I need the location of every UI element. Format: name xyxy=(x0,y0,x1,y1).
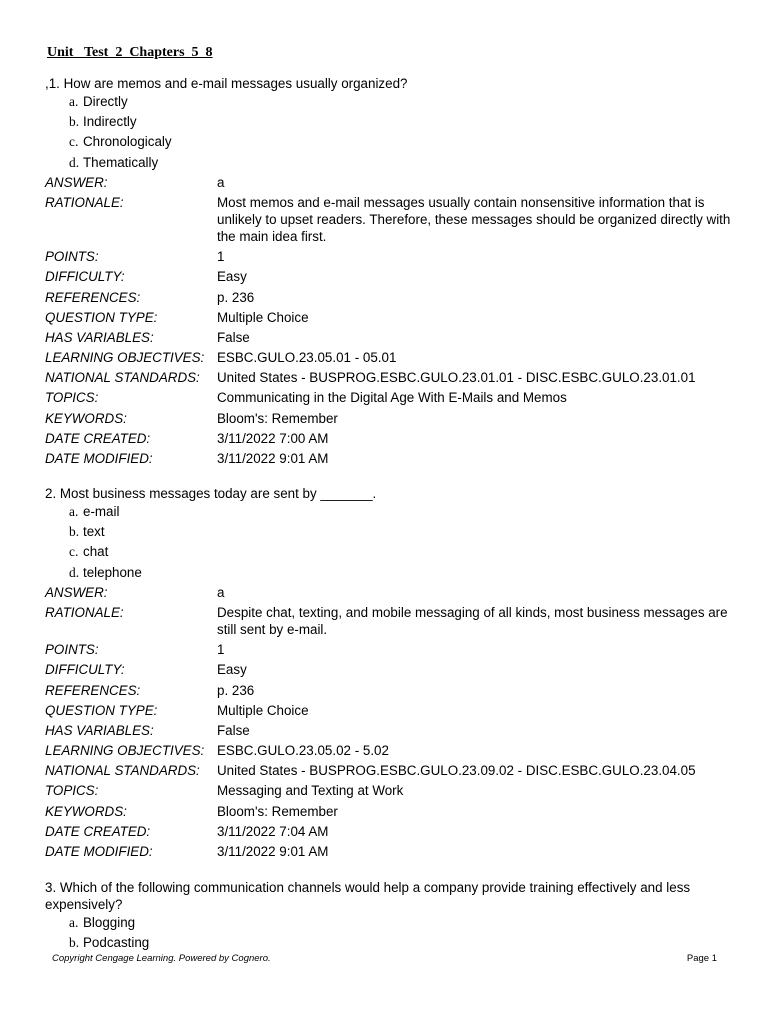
meta-row xyxy=(45,661,735,678)
meta-row xyxy=(45,742,735,759)
meta-label: DIFFICULTY: xyxy=(45,662,125,678)
document-title: Unit _Test_2_Chapters_5_8 xyxy=(47,45,213,60)
choice-letter: d. xyxy=(69,154,80,170)
meta-row xyxy=(45,349,735,366)
meta-value: Bloom's: Remember xyxy=(217,410,338,426)
meta-label: DATE MODIFIED: xyxy=(45,844,153,859)
choice-letter: c. xyxy=(69,544,79,560)
meta-row xyxy=(45,641,735,658)
question-text: 3. Which of the following communication channels would help a company provide training effectively and less expensively? xyxy=(45,880,691,912)
meta-row xyxy=(45,389,735,406)
meta-label: ANSWER: xyxy=(45,584,108,600)
question-3 xyxy=(45,879,735,954)
meta-value: Multiple Choice xyxy=(217,309,309,325)
meta-label: POINTS: xyxy=(45,249,99,265)
choice-item xyxy=(45,543,735,563)
choice-list xyxy=(45,93,735,174)
meta-label: DATE MODIFIED: xyxy=(45,451,153,466)
meta-label: REFERENCES: xyxy=(45,682,141,698)
meta-row xyxy=(45,682,735,699)
meta-label: TOPICS: xyxy=(45,783,99,799)
meta-row xyxy=(45,782,735,799)
meta-row xyxy=(45,584,735,601)
meta-row xyxy=(45,803,735,820)
meta-row xyxy=(45,702,735,719)
meta-label: RATIONALE: xyxy=(45,604,124,620)
meta-row xyxy=(45,843,735,860)
meta-label: DATE CREATED: xyxy=(45,430,151,446)
choice-item xyxy=(45,154,735,174)
meta-row xyxy=(45,369,735,386)
choice-letter: d. xyxy=(69,564,80,580)
question-metadata xyxy=(45,584,735,860)
choice-label: text xyxy=(83,524,105,540)
choice-label: Blogging xyxy=(83,915,136,930)
meta-value: 3/11/2022 7:04 AM xyxy=(217,823,329,839)
choice-letter: a. xyxy=(69,94,79,109)
meta-label: HAS VARIABLES: xyxy=(45,329,154,345)
meta-label: KEYWORDS: xyxy=(45,410,127,426)
question-metadata xyxy=(45,174,735,467)
meta-value: 1 xyxy=(217,249,225,265)
choice-label: Thematically xyxy=(83,154,159,170)
choice-letter: b. xyxy=(69,935,80,951)
meta-label: ANSWER: xyxy=(45,174,108,190)
meta-value: United States - BUSPROG.ESBC.GULO.23.09.02 - DISC.ESBC.GULO.23.04.05 xyxy=(217,763,696,779)
meta-value: 3/11/2022 7:00 AM xyxy=(217,430,329,446)
meta-value: Multiple Choice xyxy=(217,702,309,718)
meta-value: Bloom's: Remember xyxy=(217,803,338,819)
meta-value: Easy xyxy=(217,269,247,285)
meta-value: False xyxy=(217,722,250,738)
meta-value: a xyxy=(217,584,225,600)
choice-item xyxy=(45,914,735,934)
meta-value: p. 236 xyxy=(217,289,255,305)
choice-item xyxy=(45,564,735,584)
meta-value: Despite chat, texting, and mobile messaging of all kinds, most business messages are still sent by e-mail. xyxy=(217,604,728,637)
meta-value: United States - BUSPROG.ESBC.GULO.23.01.01 - DISC.ESBC.GULO.23.01.01 xyxy=(217,370,696,386)
meta-label: LEARNING OBJECTIVES: xyxy=(45,743,205,759)
choice-letter: a. xyxy=(69,915,79,930)
meta-value: 3/11/2022 9:01 AM xyxy=(217,844,329,859)
meta-row xyxy=(45,722,735,739)
choice-item xyxy=(45,113,735,133)
choice-item xyxy=(45,934,735,954)
meta-row xyxy=(45,329,735,346)
meta-row xyxy=(45,194,735,245)
meta-row xyxy=(45,430,735,447)
footer-page-number: Page 1 xyxy=(686,953,717,964)
meta-row xyxy=(45,309,735,326)
question-text: 2. Most business messages today are sent by _______. xyxy=(45,486,377,501)
meta-label: DIFFICULTY: xyxy=(45,269,125,285)
meta-label: RATIONALE: xyxy=(45,194,124,210)
meta-value: Messaging and Texting at Work xyxy=(217,783,404,799)
question-1 xyxy=(45,75,735,467)
meta-label: NATIONAL STANDARDS: xyxy=(45,370,200,386)
meta-value: Easy xyxy=(217,662,247,678)
meta-row xyxy=(45,174,735,191)
meta-value: a xyxy=(217,174,225,190)
meta-row xyxy=(45,248,735,265)
meta-row xyxy=(45,823,735,840)
meta-label: KEYWORDS: xyxy=(45,803,127,819)
question-text: ,1. How are memos and e-mail messages usually organized? xyxy=(45,76,408,91)
choice-label: Podcasting xyxy=(83,935,150,951)
meta-value: Most memos and e-mail messages usually contain nonsensitive information that is unlikely to upset readers. Therefore, these messages should be organized directly with the main idea first. xyxy=(217,194,731,244)
meta-label: REFERENCES: xyxy=(45,289,141,305)
meta-row xyxy=(45,604,735,638)
choice-label: telephone xyxy=(83,564,142,580)
meta-label: HAS VARIABLES: xyxy=(45,722,154,738)
meta-label: QUESTION TYPE: xyxy=(45,309,158,325)
meta-label: POINTS: xyxy=(45,642,99,658)
choice-letter: c. xyxy=(69,134,79,150)
meta-row xyxy=(45,289,735,306)
meta-row xyxy=(45,268,735,285)
choice-label: chat xyxy=(83,544,109,560)
choice-item xyxy=(45,133,735,153)
meta-value: ESBC.GULO.23.05.02 - 5.02 xyxy=(217,743,389,759)
meta-label: LEARNING OBJECTIVES: xyxy=(45,350,205,366)
meta-label: TOPICS: xyxy=(45,390,99,406)
meta-value: ESBC.GULO.23.05.01 - 05.01 xyxy=(217,350,397,366)
meta-row xyxy=(45,450,735,467)
meta-value: Communicating in the Digital Age With E-Mails and Memos xyxy=(217,390,567,406)
meta-value: 3/11/2022 9:01 AM xyxy=(217,451,329,466)
choice-letter: a. xyxy=(69,504,79,519)
choice-label: Chronologicaly xyxy=(83,134,172,150)
choice-label: Directly xyxy=(83,94,128,109)
choice-letter: b. xyxy=(69,114,80,130)
choice-letter: b. xyxy=(69,524,80,540)
meta-row xyxy=(45,762,735,779)
choice-label: e-mail xyxy=(83,504,120,519)
footer-copyright: Copyright Cengage Learning. Powered by Cognero. xyxy=(52,953,271,964)
document-page xyxy=(45,0,735,1024)
meta-row xyxy=(45,410,735,427)
meta-label: QUESTION TYPE: xyxy=(45,702,158,718)
choice-list xyxy=(45,914,735,954)
meta-label: NATIONAL STANDARDS: xyxy=(45,763,200,779)
meta-value: 1 xyxy=(217,642,225,658)
question-2 xyxy=(45,485,735,860)
choice-label: Indirectly xyxy=(83,114,137,130)
meta-label: DATE CREATED: xyxy=(45,823,151,839)
choice-list xyxy=(45,503,735,584)
choice-item xyxy=(45,503,735,523)
meta-value: p. 236 xyxy=(217,682,255,698)
meta-value: False xyxy=(217,329,250,345)
choice-item xyxy=(45,523,735,543)
choice-item xyxy=(45,93,735,113)
